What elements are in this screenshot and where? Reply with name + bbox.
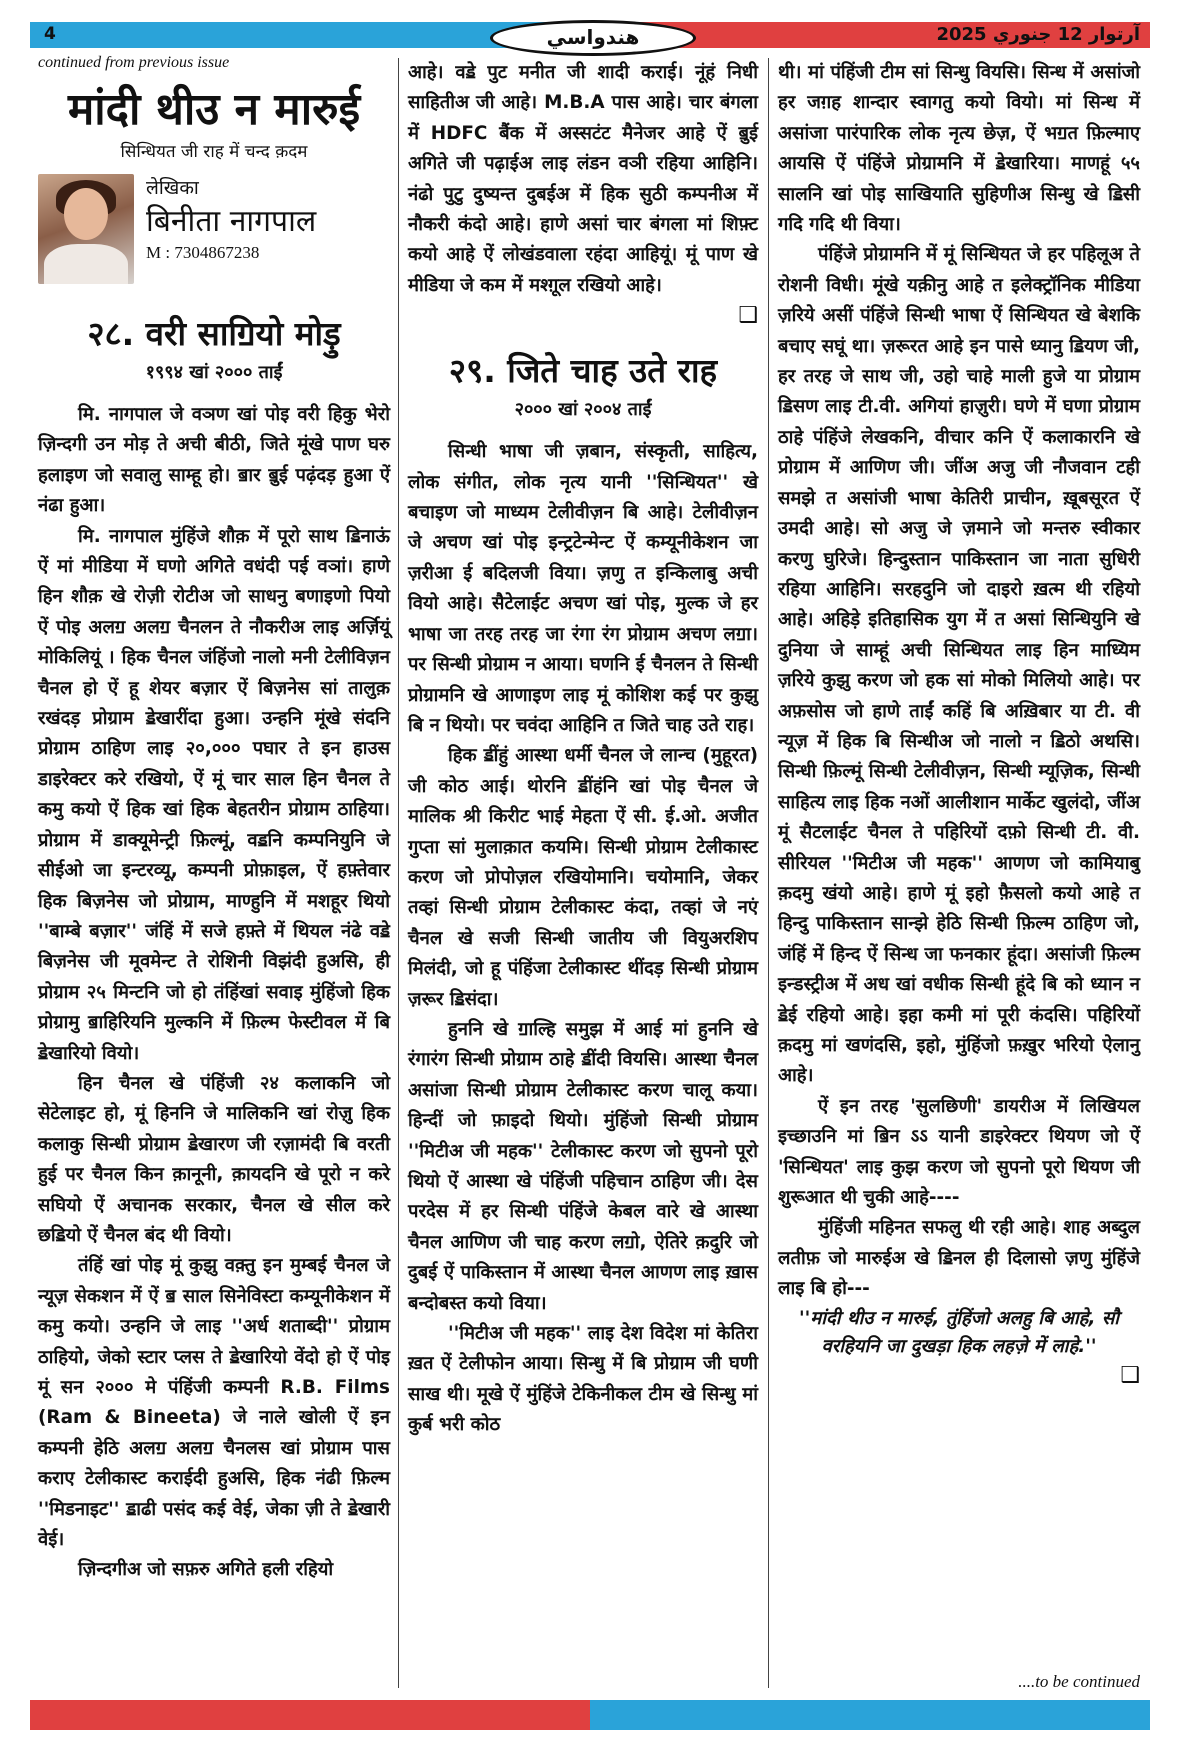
column-1 bbox=[38, 74, 390, 1586]
paragraph: हिक ॾींहुं आस्था धर्मी चैनल जे लान्च (मुहूरत) जी कोठ आई। थोरनि ॾींहंनि खां पोइ चैनल जे मालिक श्री किरीट भाई मेहता ऐं सी. ई.ओ. अजीत गुप्ता सां मुलाक़ात कयमि। सिन्धी प्रोग्राम टेलीकास्ट करण जो प्रोपोज़ल रखियोमानि। चयोमानि, जेकर तव्हां सिन्धी प्रोग्राम टेलीकास्ट कंदा, तव्हां जे नएं चैनल खे सजी सिन्धी जातीय जी वियुअरशिप मिलंदी, जो हू पंहिंजा टेलीकास्ट थींदड़ सिन्धी प्रोग्राम ज़रूर ॾिसंदा। bbox=[408, 745, 758, 1010]
continued-from-note: continued from previous issue bbox=[38, 54, 230, 71]
author-block bbox=[38, 174, 390, 294]
footer-bar bbox=[30, 1700, 1150, 1730]
paragraph: हिन चैनल खे पंहिंजी २४ कलाकनि जो सेटेलाइट हो, मूं हिननि जे मालिकनि खां रोज़ु हिक कलाकु सिन्धी प्रोग्राम ॾेखारण जी रज़ामंदी बि वरती हुई पर चैनल किन क़ानूनी, क़ायदनि खे पूरो न करे सघियो ऐं अचानक सरकार, चैनल खे सील करे छॾियो ऐं चैनल बंद थी वियो। bbox=[38, 1072, 390, 1246]
column-2 bbox=[408, 58, 758, 1441]
end-mark: ❑ bbox=[738, 303, 758, 329]
closing-quote: ''मांदी थीउ न मारुई, तुंहिंजो अलहु बि आहे, सौ वरहियनि जा दुखड़ा हिक लहज़े में लाहे.'' bbox=[798, 1307, 1120, 1357]
article-title: मांदी थीउ न मारुई bbox=[67, 84, 361, 135]
dateline: آرتوار 12 جنوري 2025 bbox=[936, 24, 1140, 45]
section-28-title: २८. वरी साॻियो मोड़ु bbox=[87, 314, 341, 353]
masthead-logo: هندواسي bbox=[490, 20, 696, 56]
column-divider bbox=[768, 58, 769, 1688]
paragraph: थी। मां पंहिंजी टीम सां सिन्धु वियसि। सिन्ध में असांजो हर जग़ह शान्दार स्वागतु कयो वियो। मां सिन्ध में असांजा पारंपारिक लोक नृत्य छेज़, ऐं भॻत फ़िल्माए आयसि ऐं पंहिंजे प्रोग्रामनि में ॾेखारिया। माणहूं ५५ सालनि खां पोइ साखियाति सुहिणीअ सिन्धु खे ॾिसी गदि गदि थी विया। bbox=[778, 62, 1140, 236]
section-29-title: २९. जिते चाह उते राह bbox=[448, 351, 718, 391]
author-label: लेखिका bbox=[146, 177, 199, 199]
footer-bar-red bbox=[30, 1700, 590, 1730]
continued-next-note: ....to be continued bbox=[1018, 1672, 1140, 1691]
paragraph: हुननि खे ॻाल्हि समुझ में आई मां हुननि खे रंगारंग सिन्धी प्रोग्राम ठाहे ॾींदी वियसि। आस्था चैनल असांजा सिन्धी प्रोग्राम टेलीकास्ट करण चालू कया। हिन्दीं जो फ़ाइदो थियो। मुंहिंजो सिन्धी प्रोग्राम ''मिटीअ जी महक'' टेलीकास्ट करण जो सुपनो पूरो थियो ऐं आस्था खे पंहिंजी पहिचान ठाहिण जी। देस परदेस में हर सिन्धी पंहिंजे केबल वारे खे आस्था चैनल आणिण जी चाह करण लॻो, ऐतिरे क़दुरि जो दुबई ऐं पाकिस्तान में आस्था चैनल आणण लाइ ख़ास बन्दोबस्त कयो विया। bbox=[408, 1018, 758, 1314]
paragraph: मि. नागपाल मुंहिंजे शौक़ में पूरो साथ ॾिनाऊं ऐं मां मीडिया में घणो अगिते वधंदी पई वञां। हाणे हिन शौक़ खे रोज़ी रोटीअ जो साधनु बणाइणो पियो ऐं पोइ अलॻ अलॻ चैनलन ते नौकरीअ लाइ अर्ज़ियूं मोकिलियूं । हिक चैनल जंहिंजो नालो मनी टेलीविज़न चैनल हो ऐं हू शेयर बज़ार ऐं बिज़नेस सां तालुक़ रखंदड़ प्रोग्राम ॾेखारींदा हुआ। उन्हनि मूंखे संदनि प्रोग्राम ठाहिण लाइ २०,००० पघार ते इन हाउस डाइरेक्टर करे रखियो, ऐं मूं चार साल हिन चैनल ते कमु कयो ऐं हिक खां हिक बेहतरीन प्रोग्राम ठाहिया। प्रोग्राम में डाक्यूमेन्ट्री फ़िल्मूं, वॾनि कम्पनियुनि जे सीईओ जा इन्टरव्यू, कम्पनी प्रोफ़ाइल, ऐं हफ़्तेवार हिक बिज़नेस जो प्रोग्राम, माण्हुनि में मशहूर थियो ''बाम्बे बज़ार'' जंहिं में सजे हफ़्ते में थियल नंढे वॾे बिज़नेस जी मूवमेन्ट ते रोशिनी विझंदी हुअसि, ही प्रोग्राम २५ मिन्टनि जो हो तंहिंखां सवाइ मुंहिंजो हिक प्रोग्रामु ॿाहिरियनि मुल्कनि में फ़िल्म फेस्टीवल में बि ॾेखारियो वियो। bbox=[38, 525, 390, 1064]
column-3 bbox=[778, 58, 1140, 1391]
paragraph: मि. नागपाल जे वञण खां पोइ वरी हिकु भेरो ज़िन्दगी उन मोड़ ते अची बीठी, जिते मूंखे पाण घरु हलाइण जो सवालु साम्हू हो। ॿार ॿुई पढ़ंदड़ हुआ ऐं नंढा हुआ। bbox=[38, 404, 390, 517]
paragraph: तंहिं खां पोइ मूं कुझु वक़्तु इन मुम्बई चैनल जे न्यूज़ सेकशन में ऐं ॿ साल सिनेविस्टा कम्यूनीकेशन में कमु कयो। उन्हनि जे लाइ ''अर्ध शताब्दी'' प्रोग्राम ठाहियो, जेको स्टार प्लस ते ॾेखारियो वेंदो हो ऐं पोइ मूं सन २००० मे पंहिंजी कम्पनी R.B. Films (Ram & Bineeta) जे नाले खोली ऐं इन कम्पनी हेठि अलॻ अलॻ चैनलस खां प्रोग्राम पास कराए टेलीकास्ट कराईदी हुअसि, हिक नंढी फ़िल्म ''मिडनाइट'' ॾाढी पसंद कई वेई, जेका ज़ी ते ॾेखारी वेई। bbox=[38, 1255, 390, 1551]
author-info bbox=[146, 174, 316, 294]
paragraph: पंहिंजे प्रोग्रामनि में मूं सिन्धियत जे हर पहिलूअ ते रोशनी विधी। मूंखे यक़ीनु आहे त इलेक्ट्रॉनिक मीडिया ज़रिये असीं पंहिंजे सिन्धी भाषा ऐं सिन्धियत खे बेशकि बचाए सघूं था। ज़रूरत आहे इन पासे ध्यानु ॾियण जी, हर तरह जे साथ जी, उहो चाहे माली हुजे या प्रोग्राम ॾिसण लाइ टी.वी. अगियां हाज़ुरी। घणे में घणा प्रोग्राम ठाहे पंहिंजे लेखकनि, वीचार कनि ऐं कलाकारनि खे प्रोग्राम में आणिण जी। जींअ अजु जी नौजवान टही समझे त असांजी भाषा केतिरी प्राचीन, ख़ूबसूरत ऐं उमदी आहे। सो अजु जे ज़माने जो मन्तरु स्वीकार करणु घुरिजे। हिन्दुस्तान पाकिस्तान जा नाता सुधिरी रहिया आहिनि। सरहदुनि जो दाइरो ख़त्म थी रहियो आहे। अहिड़े इतिहासिक युग में त असां सिन्धियुनि खे दुनिया जे साम्हूं अची सिन्धियत लाइ हिन माध्यिम ज़रिये कुझु करण जो हक सां मोको मिलियो आहे। पर अफ़सोस जो हाणे ताईं कहिं बि अख़िबार या टी. वी न्यूज़ में हिक बि सिन्धीअ जो नालो न ॾिठो अथसि। सिन्धी फ़िल्मूं सिन्धी टेलीवीज़न, सिन्धी म्यूज़िक, सिन्धी साहित्य लाइ हिक नओं आलीशान मार्केट खुलंदो, जींअ मूं सैटलाईट चैनल ते पहिरियों दफ़ो सिन्धी टी. वी. सीरियल ''मिटीअ जी महक'' आणण जो कामियाबु क़दमु खंयो आहे। हाणे मूं इहो फ़ैसलो कयो आहे त हिन्दु पाकिस्तान सान्झे हेठि सिन्धी फ़िल्म ठाहिण जो, जंहिं में हिन्द ऐं सिन्ध जा फनकार हूंदा। असांजी फ़िल्म इन्डस्ट्रीअ में अध खां वधीक सिन्धी हूंदे बि को ध्यान न ॾेई रहियो आहे। इहा कमी मां पूरी कंदसि। पहिरियों क़दमु मां खणंदसि, इहो, मुंहिंजो फ़ख़ुर भरियो ऐलानु आहे। bbox=[778, 244, 1140, 1087]
end-mark: ❑ bbox=[1120, 1362, 1140, 1388]
column-divider bbox=[398, 58, 399, 1688]
author-name: बिनीता नागपाल bbox=[146, 204, 317, 239]
paragraph: आहे। वॾे पुट मनीत जी शादी कराई। नूंहं निधी साहितीअ जी आहे। M.B.A पास आहे। चार बंगला में HDFC बैंक में अस्सटंट मैनेजर आहे ऐं ॿुई अगिते जी पढ़ाईअ लाइ लंडन वञी रहिया आहिनि। नंढो पुटु दुष्यन्त दुबईअ में हिक सुठी कम्पनीअ में नौकरी कंदो आहे। हाणे असां चार बंगला मां शिफ़्ट कयो आहे ऐं लोखंडवाला रहंदा आहियूं। मूं पाण खे मीडिया जे कम में मश्ग़ूल रखियो आहे। bbox=[408, 62, 758, 296]
author-mobile: M : 7304867238 bbox=[146, 243, 260, 262]
paragraph: सिन्धी भाषा जी ज़बान, संस्कृती, साहित्य, लोक संगीत, लोक नृत्य यानी ''सिन्धियत'' खे बचाइण जो माध्यम टेलीवीज़न बि आहे। टेलीवीज़न जे अचण खां पोइ इन्ट्रटेन्मेन्ट ऐं कम्यूनीकेशन जा ज़रीआ ई बदिलजी विया। ज़णु त इन्किलाबु अची वियो आहे। सैटेलाईट अचण खां पोइ, मुल्क जे हर भाषा जा तरह तरह जा रंगा रंग प्रोग्राम अचण लॻा। पर सिन्धी प्रोग्राम न आया। घणनि ई चैनलन ते सिन्धी प्रोग्रामनि खे आणाइण लाइ मूं कोशिश कई पर कुझु बि न थियो। पर चवंदा आहिनि त जिते चाह उते राह। bbox=[408, 441, 758, 736]
paragraph: ज़िन्दगीअ जो सफ़रु अगिते हली रहियो bbox=[78, 1559, 334, 1581]
footer-bar-blue bbox=[590, 1700, 1150, 1730]
paragraph: मुंहिंजी महिनत सफलु थी रही आहे। शाह अब्दुल लतीफ़ जो मारुईअ खे ॾिनल ही दिलासो ज़णु मुंहिंजे लाइ बि हो--- bbox=[778, 1217, 1140, 1300]
paragraph: ''मिटीअ जी महक'' लाइ देश विदेश मां केतिरा ख़त ऐं टेलीफोन आया। सिन्धु में बि प्रोग्राम जी घणी साख थी। मूखे ऐं मुंहिंजे टेकिनीकल टीम खे सिन्धु मां कुर्ब भरी कोठ bbox=[408, 1323, 758, 1436]
author-photo bbox=[38, 174, 134, 284]
section-29-range: २००० खां २००४ ताईं bbox=[514, 399, 652, 421]
page-number: 4 bbox=[44, 24, 56, 44]
article-subtitle: सिन्धियत जी राह में चन्द क़दम bbox=[120, 142, 308, 162]
paragraph: ऐं इन तरह 'सुलछिणी' डायरीअ में लिखियल इच्छाउनि मां ॿिन ऽऽ यानी डाइरेक्टर थियण जो ऐं 'सिन्धियत' लाइ कुझ करण जो सुपनो पूरो थियण जी शुरूआत थी चुकी आहे---- bbox=[778, 1095, 1140, 1209]
section-28-range: १९९४ खां २००० ताईं bbox=[145, 362, 283, 383]
